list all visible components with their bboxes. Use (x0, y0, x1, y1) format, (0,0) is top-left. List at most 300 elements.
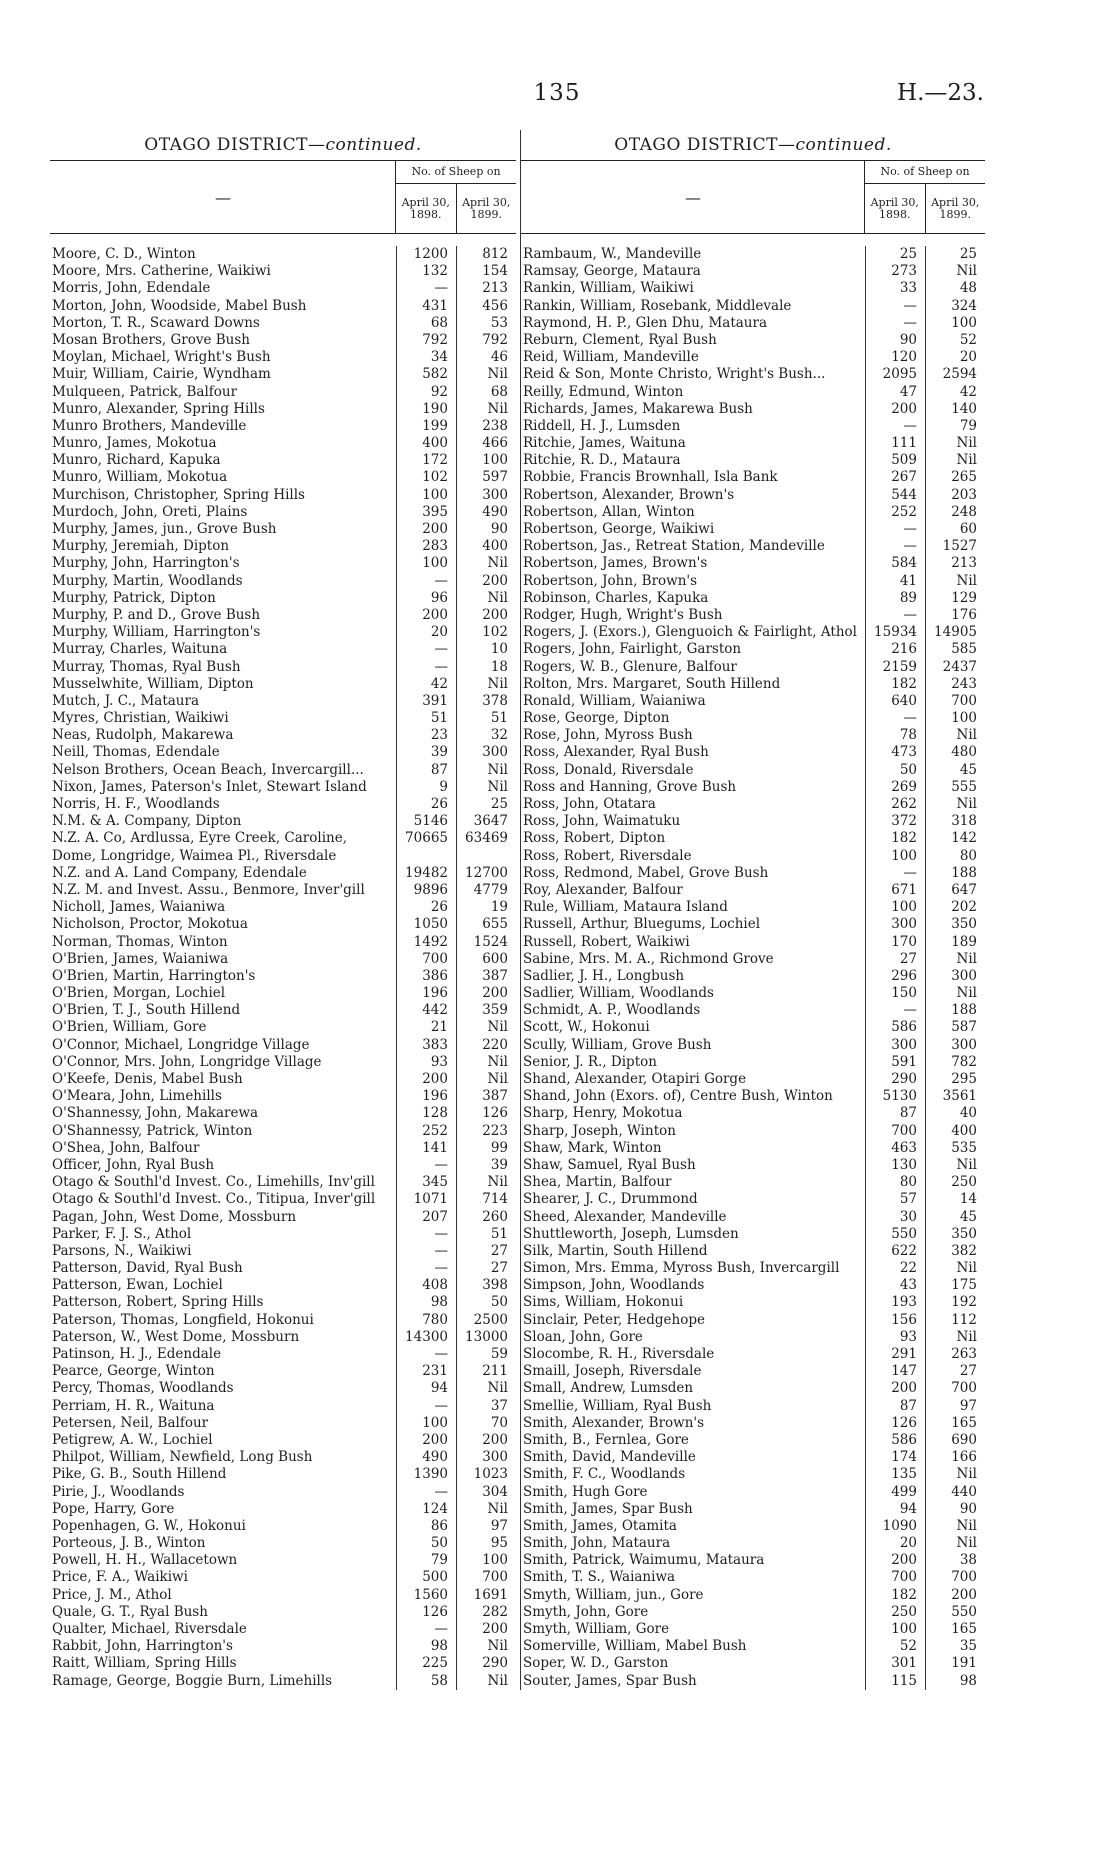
owner-name: Robertson, Jas., Retreat Station, Mandeville (523, 538, 825, 555)
table-row (521, 1191, 985, 1208)
table-row (50, 366, 516, 383)
sheep-1899: 300 (456, 1449, 516, 1466)
table-row (521, 1243, 985, 1260)
sheep-1898: 780 (396, 1312, 456, 1329)
table-row (521, 693, 985, 710)
table-row (50, 951, 516, 968)
right-table-header (521, 160, 985, 234)
sheep-1898: — (865, 865, 925, 882)
sheep-1898: — (396, 641, 456, 658)
sheep-1899: 387 (456, 968, 516, 985)
table-row (50, 1655, 516, 1672)
sheep-1899: 100 (456, 1552, 516, 1569)
owner-name: Murchison, Christopher, Spring Hills (52, 486, 305, 503)
owner-name: Sloan, John, Gore (523, 1328, 643, 1345)
table-row (521, 1398, 985, 1415)
table-row (50, 263, 516, 280)
sheep-1899: 38 (925, 1552, 985, 1569)
table-row (521, 848, 985, 865)
table-row (521, 865, 985, 882)
table-row (50, 469, 516, 486)
owner-name: Paterson, W., West Dome, Mossburn (52, 1328, 300, 1345)
sheep-1898: 170 (865, 934, 925, 951)
table-row (521, 349, 985, 366)
table-row (521, 573, 985, 590)
table-row (50, 1569, 516, 1586)
sheep-1898: 200 (865, 401, 925, 418)
sheep-1899: Nil (925, 951, 985, 968)
table-row (50, 1552, 516, 1569)
table-row (50, 899, 516, 916)
sheep-1898: 200 (865, 1380, 925, 1397)
table-row (521, 779, 985, 796)
sheep-1899: 40 (925, 1105, 985, 1122)
table-row (50, 1466, 516, 1483)
sheep-1899: 200 (456, 1432, 516, 1449)
table-row (521, 934, 985, 951)
sheep-1899: 1524 (456, 934, 516, 951)
owner-name: Schmidt, A. P., Woodlands (523, 1002, 701, 1019)
table-row (521, 727, 985, 744)
sheep-1898: 58 (396, 1673, 456, 1690)
table-row (521, 246, 985, 263)
sheep-1899: 42 (925, 384, 985, 401)
table-row (50, 521, 516, 538)
table-row (50, 1484, 516, 1501)
sheep-1898: 300 (865, 916, 925, 933)
sheep-1899: 238 (456, 418, 516, 435)
sheep-1898: 27 (865, 951, 925, 968)
sheep-1899: Nil (456, 401, 516, 418)
sheep-1898: 19482 (396, 865, 456, 882)
sheep-1898: — (865, 1002, 925, 1019)
sheep-1899: 700 (925, 1569, 985, 1586)
sheep-1899: 265 (925, 469, 985, 486)
sheep-1898: 395 (396, 504, 456, 521)
owner-name: Ritchie, R. D., Mataura (523, 452, 681, 469)
table-row (50, 1432, 516, 1449)
sheep-1899: 59 (456, 1346, 516, 1363)
sheep-1899: 350 (925, 1226, 985, 1243)
sheep-1898: — (396, 1346, 456, 1363)
sheep-1899: 45 (925, 762, 985, 779)
sheep-1898: 124 (396, 1501, 456, 1518)
sheep-1899: 263 (925, 1346, 985, 1363)
sheep-1899: 1691 (456, 1587, 516, 1604)
owner-name: Russell, Robert, Waikiwi (523, 933, 690, 950)
sheep-1898: 43 (865, 1277, 925, 1294)
table-row (521, 1294, 985, 1311)
owner-name: Quale, G. T., Ryal Bush (52, 1603, 208, 1620)
table-row (521, 487, 985, 504)
owner-name: Ramsay, George, Mataura (523, 263, 701, 280)
sheep-1899: 51 (456, 1226, 516, 1243)
table-row (521, 1071, 985, 1088)
owner-name: Musselwhite, William, Dipton (52, 675, 254, 692)
owner-name: Richards, James, Makarewa Bush (523, 400, 753, 417)
table-row (521, 1123, 985, 1140)
sheep-1898: 30 (865, 1209, 925, 1226)
sheep-1898: 94 (865, 1501, 925, 1518)
table-row (50, 1037, 516, 1054)
owner-name: Patinson, H. J., Edendale (52, 1346, 222, 1362)
owner-name: Roy, Alexander, Balfour (523, 881, 683, 898)
sheep-1899: 1023 (456, 1466, 516, 1483)
sheep-1898: 9896 (396, 882, 456, 899)
owner-name: Rankin, William, Waikiwi (523, 280, 694, 297)
table-row (50, 435, 516, 452)
sheep-1898: 111 (865, 435, 925, 452)
sheep-1899: 32 (456, 727, 516, 744)
sheep-1898: 100 (865, 1621, 925, 1638)
sheep-1898: 174 (865, 1449, 925, 1466)
sheep-1899: 300 (456, 487, 516, 504)
table-row (521, 1518, 985, 1535)
sheep-1898: 408 (396, 1277, 456, 1294)
sheep-1899: Nil (925, 452, 985, 469)
sheep-1898: 90 (865, 332, 925, 349)
table-row (521, 744, 985, 761)
sheep-1898: 207 (396, 1209, 456, 1226)
table-row (521, 1380, 985, 1397)
table-row (50, 1226, 516, 1243)
sheep-1898: 269 (865, 779, 925, 796)
sheep-1899: 250 (925, 1174, 985, 1191)
sheep-1898: 431 (396, 298, 456, 315)
table-row (521, 1277, 985, 1294)
table-row (50, 1449, 516, 1466)
sheep-1898: 39 (396, 744, 456, 761)
sheep-1898: — (865, 538, 925, 555)
sheep-1899: Nil (925, 435, 985, 452)
sheep-1899: 1527 (925, 538, 985, 555)
sheep-1899: 166 (925, 1449, 985, 1466)
sheep-1899: 27 (925, 1363, 985, 1380)
sheep-1899: 466 (456, 435, 516, 452)
table-row (50, 487, 516, 504)
sheep-1899: 260 (456, 1209, 516, 1226)
sheep-1899: Nil (925, 1535, 985, 1552)
sheep-1898: — (396, 573, 456, 590)
sheep-1899: 400 (925, 1123, 985, 1140)
sheep-1899: 387 (456, 1088, 516, 1105)
table-row (521, 796, 985, 813)
owner-name: Sharp, Joseph, Winton (523, 1122, 676, 1139)
table-row (50, 830, 516, 847)
table-row (521, 538, 985, 555)
sheep-1899: Nil (456, 762, 516, 779)
owner-name: Munro, Alexander, Spring Hills (52, 400, 265, 417)
sheep-1899: 37 (456, 1398, 516, 1415)
table-row (50, 1140, 516, 1157)
owner-name: O'Shannessy, Patrick, Winton (52, 1122, 253, 1139)
owner-name: Shaw, Mark, Winton (523, 1139, 662, 1156)
table-row (521, 1552, 985, 1569)
table-row (521, 813, 985, 830)
sheep-1899: Nil (925, 573, 985, 590)
sheep-1899: 188 (925, 1002, 985, 1019)
sheep-1898: 182 (865, 676, 925, 693)
table-row (521, 951, 985, 968)
table-row (521, 366, 985, 383)
owner-name: Sharp, Henry, Mokotua (523, 1105, 683, 1122)
sheep-1899 (456, 848, 516, 865)
owner-name: Smith, F. C., Woodlands (523, 1466, 686, 1483)
sheep-1898: 622 (865, 1243, 925, 1260)
left-table-body (50, 246, 516, 1690)
table-row (50, 1621, 516, 1638)
owner-name: Muir, William, Cairie, Wyndham (52, 366, 271, 383)
sheep-1898: 5130 (865, 1088, 925, 1105)
sheep-1899: 176 (925, 607, 985, 624)
sheep-1898: 584 (865, 555, 925, 572)
owner-name: Paterson, Thomas, Longfield, Hokonui (52, 1311, 314, 1328)
sheep-1899: 690 (925, 1432, 985, 1449)
table-row (521, 1088, 985, 1105)
owner-name: Pearce, George, Winton (52, 1363, 215, 1380)
sheep-1898: 463 (865, 1140, 925, 1157)
sheep-1898: 34 (396, 349, 456, 366)
sheep-1899: 12700 (456, 865, 516, 882)
sheep-1899: Nil (456, 779, 516, 796)
sheep-1899: 213 (925, 555, 985, 572)
owner-name: N.M. & A. Company, Dipton (52, 813, 242, 830)
table-row (521, 452, 985, 469)
sheep-1898: 1050 (396, 916, 456, 933)
owner-name: Patterson, Ewan, Lochiel (52, 1277, 223, 1294)
sheep-1899: Nil (925, 727, 985, 744)
sheep-1899: 192 (925, 1294, 985, 1311)
sheep-1898: — (865, 315, 925, 332)
sheep-1899: Nil (456, 1673, 516, 1690)
sheep-1898: 1390 (396, 1466, 456, 1483)
table-row (50, 504, 516, 521)
table-row (50, 452, 516, 469)
sheep-1899: 97 (925, 1398, 985, 1415)
table-row (521, 435, 985, 452)
sheep-1898: 96 (396, 590, 456, 607)
sheep-1898: 147 (865, 1363, 925, 1380)
sheep-1898: 700 (865, 1123, 925, 1140)
sheep-1898: 33 (865, 280, 925, 297)
sheep-1898: 141 (396, 1140, 456, 1157)
sheep-1898: 80 (865, 1174, 925, 1191)
table-row (521, 384, 985, 401)
sheep-1898: 26 (396, 899, 456, 916)
sheep-1898: 200 (396, 521, 456, 538)
table-row (50, 727, 516, 744)
sheep-1899: 290 (456, 1655, 516, 1672)
sheep-1898: 41 (865, 573, 925, 590)
owner-name: O'Brien, William, Gore (52, 1019, 207, 1036)
sheep-1899: 52 (925, 332, 985, 349)
page-number: 135 (533, 80, 581, 106)
owner-name: Neas, Rudolph, Makarewa (52, 727, 234, 744)
sheep-1899: 35 (925, 1638, 985, 1655)
sheep-1898: 100 (865, 848, 925, 865)
sheep-1898: 442 (396, 1002, 456, 1019)
table-row (50, 865, 516, 882)
owner-name: Smith, David, Mandeville (523, 1449, 696, 1466)
owner-name: Pagan, John, West Dome, Mossburn (52, 1208, 297, 1225)
sheep-1899: 95 (456, 1535, 516, 1552)
sheep-1898: 23 (396, 727, 456, 744)
sheep-1899: Nil (456, 676, 516, 693)
sheep-1898: 792 (396, 332, 456, 349)
sheep-1899: 203 (925, 487, 985, 504)
sheep-1898: 115 (865, 1673, 925, 1690)
sheep-1899: 555 (925, 779, 985, 796)
owner-name: Parker, F. J. S., Athol (52, 1225, 192, 1242)
sheep-1898: 509 (865, 452, 925, 469)
table-row (521, 332, 985, 349)
owner-name: Scully, William, Grove Bush (523, 1036, 712, 1053)
owner-name: Patterson, David, Ryal Bush (52, 1260, 243, 1277)
table-row (521, 882, 985, 899)
owner-name: Rogers, W. B., Glenure, Balfour (523, 658, 737, 675)
sheep-1899: 248 (925, 504, 985, 521)
owner-name: Slocombe, R. H., Riversdale (523, 1346, 715, 1362)
owner-name: Ross, John, Otatara (523, 796, 656, 812)
owner-name: Qualter, Michael, Riversdale (52, 1621, 247, 1637)
sheep-1899: 2437 (925, 659, 985, 676)
sheep-1898: 200 (396, 607, 456, 624)
table-row (50, 298, 516, 315)
sheep-1898: 499 (865, 1484, 925, 1501)
owner-name: Murphy, Patrick, Dipton (52, 589, 216, 606)
owner-name: O'Shannessy, John, Makarewa (52, 1105, 259, 1122)
sheep-1898: 200 (865, 1552, 925, 1569)
sheep-1898: 78 (865, 727, 925, 744)
table-row (50, 693, 516, 710)
table-row (521, 298, 985, 315)
table-row (50, 1380, 516, 1397)
owner-name: Mulqueen, Patrick, Balfour (52, 383, 238, 400)
sheep-1898: 20 (865, 1535, 925, 1552)
sheep-1899: Nil (456, 1071, 516, 1088)
table-row (521, 624, 985, 641)
sheep-1898: 130 (865, 1157, 925, 1174)
table-row (521, 1226, 985, 1243)
owner-name: Raitt, William, Spring Hills (52, 1655, 237, 1672)
owner-name: Murdoch, John, Oreti, Plains (52, 503, 248, 520)
owner-name: Shuttleworth, Joseph, Lumsden (523, 1225, 739, 1242)
sheep-1899: 99 (456, 1140, 516, 1157)
table-row (50, 968, 516, 985)
owner-name: Porteous, J. B., Winton (52, 1535, 206, 1552)
sheep-1899: 70 (456, 1415, 516, 1432)
table-row (521, 1260, 985, 1277)
owner-name: Souter, James, Spar Bush (523, 1672, 697, 1689)
sheep-1898: 100 (396, 1415, 456, 1432)
sheep-1899: 25 (925, 246, 985, 263)
table-row (50, 1157, 516, 1174)
table-row (521, 1209, 985, 1226)
sheep-1898: 196 (396, 1088, 456, 1105)
owner-name: Otago & Southl'd Invest. Co., Limehills, Inv'gill (52, 1174, 375, 1191)
owner-name: Shand, John (Exors. of), Centre Bush, Winton (523, 1088, 833, 1105)
sheep-1898: 87 (396, 762, 456, 779)
table-row (50, 641, 516, 658)
sheep-1899: 200 (456, 607, 516, 624)
sheep-1899: 25 (456, 796, 516, 813)
sheep-1899: Nil (456, 555, 516, 572)
owner-name: Smaill, Joseph, Riversdale (523, 1363, 702, 1380)
sheep-1899: Nil (925, 1518, 985, 1535)
sheep-1898: 87 (865, 1105, 925, 1122)
owner-name: Munro, William, Mokotua (52, 469, 228, 486)
sheep-1898: 372 (865, 813, 925, 830)
sheep-1898: — (865, 521, 925, 538)
owner-name: Murphy, Martin, Woodlands (52, 572, 243, 589)
sheep-1899: 100 (925, 315, 985, 332)
table-row (50, 1243, 516, 1260)
sheep-1898: 252 (396, 1123, 456, 1140)
owner-name: Murphy, P. and D., Grove Bush (52, 606, 261, 623)
owner-name: Rankin, William, Rosebank, Middlevale (523, 297, 792, 314)
sheep-1898: 500 (396, 1569, 456, 1586)
owner-name: Smith, James, Spar Bush (523, 1500, 693, 1517)
table-row (50, 1174, 516, 1191)
owner-name: Munro Brothers, Mandeville (52, 417, 247, 434)
sheep-1898: 26 (396, 796, 456, 813)
owner-name: Robbie, Francis Brownhall, Isla Bank (523, 469, 778, 486)
sheep-1898: 1090 (865, 1518, 925, 1535)
table-row (50, 1019, 516, 1036)
sheep-1898: 9 (396, 779, 456, 796)
sheep-1899: 175 (925, 1277, 985, 1294)
sheep-count-header: No. of Sheep on April 30, 1898. April 30, 1899. (864, 161, 985, 233)
sheep-1899: 223 (456, 1123, 516, 1140)
owner-name: Ross, John, Waimatuku (523, 813, 681, 830)
sheep-1899: 188 (925, 865, 985, 882)
sheep-1898: 150 (865, 985, 925, 1002)
sheep-1898: 1200 (396, 246, 456, 263)
table-row (50, 1071, 516, 1088)
owner-name: O'Brien, Martin, Harrington's (52, 967, 256, 984)
sheep-1898: 196 (396, 985, 456, 1002)
sheep-1899: 324 (925, 298, 985, 315)
sheep-1898: 100 (396, 555, 456, 572)
table-row (50, 1501, 516, 1518)
sheep-1899: Nil (456, 366, 516, 383)
sheep-1899: 295 (925, 1071, 985, 1088)
table-row (521, 1484, 985, 1501)
sheep-1898: — (396, 1260, 456, 1277)
right-table-body (521, 246, 985, 1690)
sheep-1898: 120 (865, 349, 925, 366)
table-row (521, 659, 985, 676)
owner-name: Sims, William, Hokonui (523, 1294, 684, 1311)
sheep-1899: 68 (456, 384, 516, 401)
sheep-1898: 86 (396, 1518, 456, 1535)
sheep-1899: 647 (925, 882, 985, 899)
sheep-1899: Nil (456, 1380, 516, 1397)
sheep-1899: Nil (925, 1329, 985, 1346)
sheep-1899: 700 (925, 693, 985, 710)
sheep-1898: 1071 (396, 1191, 456, 1208)
table-row (50, 744, 516, 761)
table-row (521, 1363, 985, 1380)
owner-name: Morris, John, Edendale (52, 280, 211, 297)
owner-name: Robertson, John, Brown's (523, 572, 698, 589)
sheep-1898: — (396, 1157, 456, 1174)
sheep-1898: 200 (396, 1071, 456, 1088)
owner-name: Smith, John, Mataura (523, 1535, 671, 1552)
owner-name: Price, F. A., Waikiwi (52, 1569, 188, 1586)
sheep-1898: 98 (396, 1294, 456, 1311)
sheep-1899: 13000 (456, 1329, 516, 1346)
